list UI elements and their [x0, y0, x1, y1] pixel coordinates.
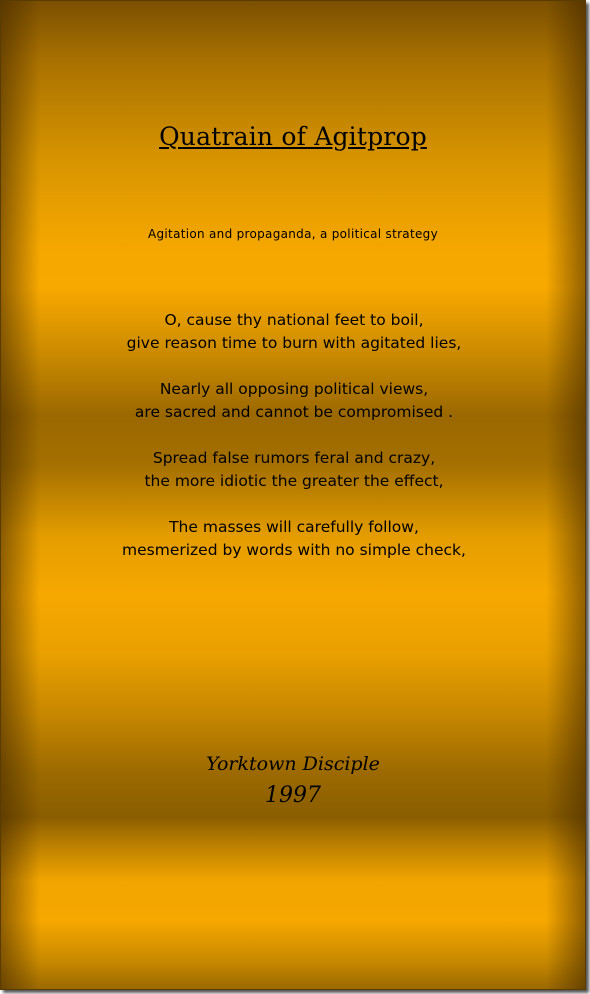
- poem-line: The masses will carefully follow,: [169, 518, 419, 536]
- author-name: Yorktown Disciple: [206, 753, 380, 775]
- poem-line: the more idiotic the greater the effect,: [144, 472, 444, 490]
- poem-line: mesmerized by words with no simple check,: [122, 541, 466, 559]
- poem-line: Nearly all opposing political views,: [159, 380, 429, 398]
- poem-line: give reason time to burn with agitated lies,: [126, 334, 462, 352]
- poem-line: Spread false rumors feral and crazy,: [152, 449, 436, 467]
- poem-subtitle: Agitation and propaganda, a political strategy: [148, 227, 438, 241]
- poem-title: Quatrain of Agitprop: [159, 122, 427, 151]
- poem-body: [120, 309, 468, 585]
- stanza-4: [120, 516, 468, 562]
- signature-year: 1997: [265, 783, 321, 808]
- stanza-3: [120, 447, 468, 493]
- signature: [0, 748, 586, 812]
- poem-line: O, cause thy national feet to boil,: [164, 311, 424, 329]
- stanza-1: [120, 309, 468, 355]
- stanza-2: [120, 378, 468, 424]
- poem-line: are sacred and cannot be compromised .: [134, 403, 454, 421]
